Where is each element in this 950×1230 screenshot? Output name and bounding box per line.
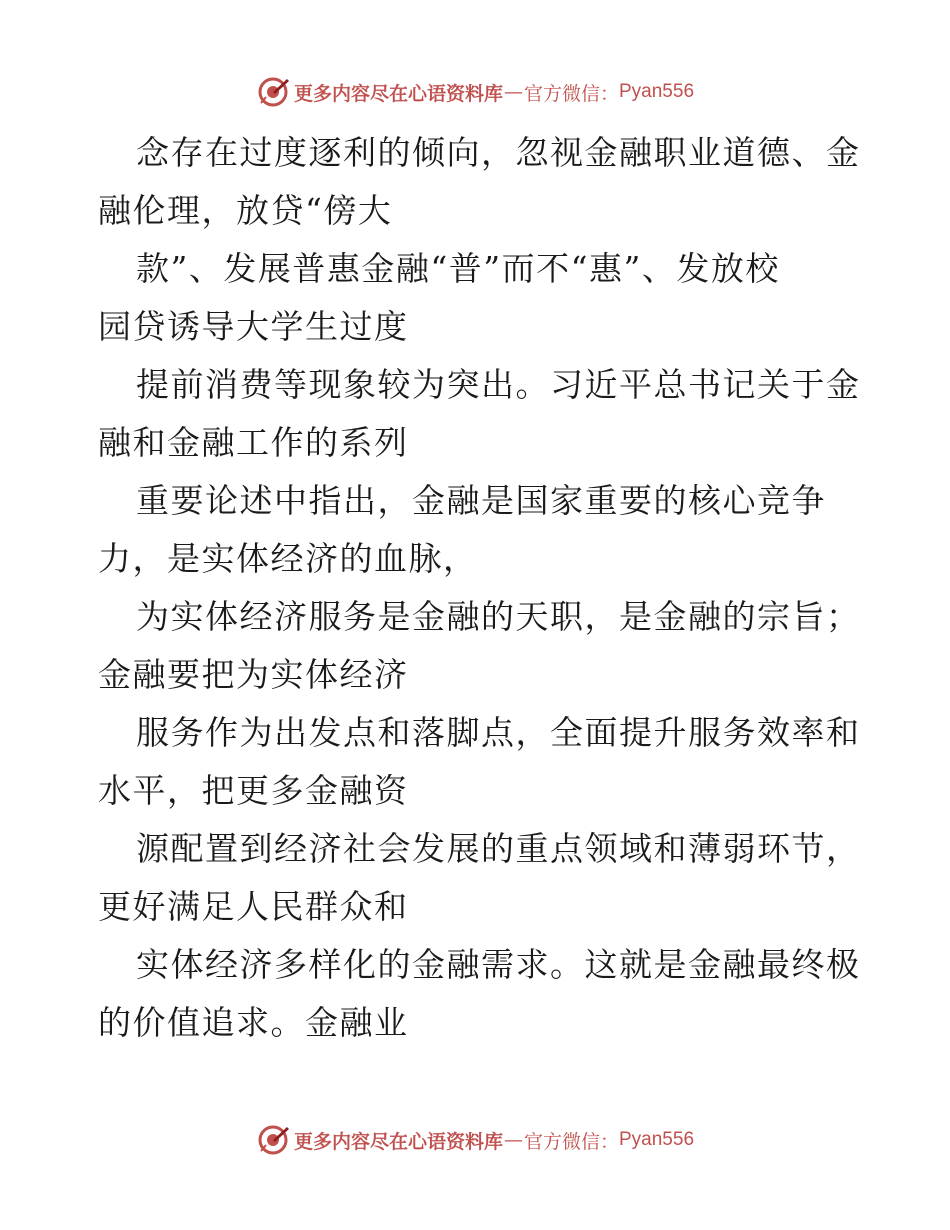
text-line: 水平，把更多金融资 bbox=[98, 771, 409, 810]
text-line: 重要论述中指出，金融是国家重要的核心竞争 bbox=[136, 481, 826, 520]
text-line: 金融要把为实体经济 bbox=[98, 655, 409, 694]
text-line: 源配置到经济社会发展的重点领域和薄弱环节， bbox=[136, 829, 861, 868]
watermark-wechat-label: 官方微信： bbox=[523, 1130, 619, 1153]
text-line: 为实体经济服务是金融的天职，是金融的宗旨； bbox=[136, 597, 861, 636]
text-line: 园贷诱导大学生过度 bbox=[98, 307, 409, 346]
text-line: 款”、发展普惠金融“普”而不“惠”、发放校 bbox=[136, 249, 780, 288]
text-line: 实体经济多样化的金融需求。这就是金融最终极 bbox=[136, 945, 861, 984]
text-line: 念存在过度逐利的倾向，忽视金融职业道德、金 bbox=[136, 133, 861, 172]
text-line: 力，是实体经济的血脉， bbox=[98, 539, 478, 578]
text-line: 服务作为出发点和落脚点，全面提升服务效率和 bbox=[136, 713, 861, 752]
pen-logo-icon bbox=[256, 1123, 290, 1157]
text-line: 更好满足人民群众和 bbox=[98, 887, 409, 926]
watermark-wechat-label: 官方微信： bbox=[523, 82, 619, 105]
pen-logo-icon bbox=[256, 75, 290, 109]
text-line: 提前消费等现象较为突出。习近平总书记关于金 bbox=[136, 365, 861, 404]
header-watermark bbox=[0, 72, 950, 112]
document-body bbox=[98, 124, 861, 1052]
watermark-main-text: 更多内容尽在心语资料库 bbox=[293, 82, 503, 105]
text-line: 融和金融工作的系列 bbox=[98, 423, 409, 462]
watermark-dash: — bbox=[503, 1129, 523, 1151]
text-line: 的价值追求。金融业 bbox=[98, 1003, 409, 1042]
text-line: 融伦理，放贷“傍大 bbox=[98, 191, 393, 230]
footer-watermark bbox=[0, 1120, 950, 1160]
watermark-wechat-id: Pyan556 bbox=[619, 1129, 695, 1150]
watermark-dash: — bbox=[503, 81, 523, 103]
watermark-main-text: 更多内容尽在心语资料库 bbox=[293, 1130, 503, 1153]
watermark-wechat-id: Pyan556 bbox=[619, 81, 695, 102]
